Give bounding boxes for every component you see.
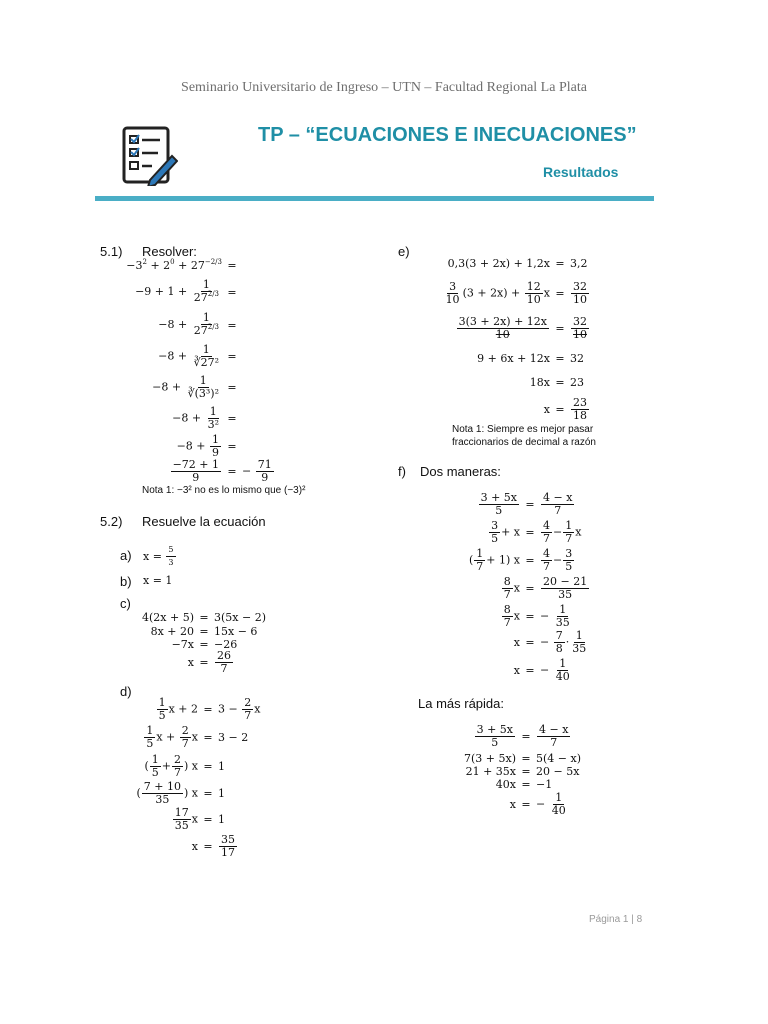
equation-row: −8 + $\frac{1}{\text{∛27²}}$ = <box>158 343 237 369</box>
equation-row: 8x + 20 = 15x − 6 <box>150 625 258 638</box>
checklist-pencil-icon <box>120 124 178 186</box>
equation-row: ( $\frac{1}{7}$ + 1) x = $\frac{4}{7}$ − $\frac{3}{5}$ <box>468 547 573 573</box>
equation-row: −7x = −26 <box>171 638 238 651</box>
equation-row: −8 + $\frac{1}{27^{2/3}}$ = <box>158 311 237 337</box>
header-divider <box>95 196 654 201</box>
answer-b: x = 1 <box>143 574 173 587</box>
equation-row: x = − $\frac{7}{8}$ · $\frac{1}{35}$ <box>513 629 587 655</box>
equation-row: −8 + $\frac{1}{\text{3²}}$ = <box>172 405 237 431</box>
running-header: Seminario Universitario de Ingreso – UTN – Facultad Regional La Plata <box>181 80 587 95</box>
equation-row: $\frac{3 + 5x}{5}$ = $\frac{4 - x}{7}$ <box>476 723 569 749</box>
equation-row: −9 + 1 + $\frac{1}{27^{2/3}}$ = <box>135 278 237 304</box>
equation-row: $\frac{3}{10}$ (3 + 2x) + $\frac{12}{10}$ x = $\frac{32}{10}$ <box>445 280 587 306</box>
equation-row: $\frac{17}{35}$ x = 1 <box>174 806 225 832</box>
note: fraccionarios de decimal a razón <box>452 437 596 448</box>
item-label: a) <box>120 548 132 563</box>
equation-row: 0,3(3 + 2x) + 1,2x = 3,2 <box>447 257 588 270</box>
equation-row: −8 + $\frac{1}{9}$ = <box>176 433 237 459</box>
section-label: 5.2) <box>100 514 123 529</box>
equation-row: x = $\frac{23}{18}$ <box>543 396 587 422</box>
item-label: c) <box>120 596 131 611</box>
equation-row: 21 + 35x = 20 − 5x <box>465 765 580 778</box>
equation-row: 4(2x + 5) = 3(5x − 2) <box>142 611 266 624</box>
answer-a: x = $\frac{5}{3}$ <box>143 545 174 567</box>
equation-row: 7(3 + 5x) = 5(4 − x) <box>464 752 581 765</box>
item-label: b) <box>120 574 132 589</box>
section-heading: Resuelve la ecuación <box>142 514 266 529</box>
equation-row: $-3^2 + 2^0 + 27^{-2/3}$ = <box>126 258 237 272</box>
equation-row: x = − $\frac{1}{40}$ <box>509 791 566 817</box>
equation-row: $\frac{3(3 + 2x) + 12x}{10}$ = $\frac{32}{10}$ <box>458 315 587 341</box>
section-heading: Resolver: <box>142 244 197 259</box>
equation-row: $\frac{1}{5}$ x + 2 = 3 − $\frac{2}{7}$ x <box>158 696 261 722</box>
document-title: TP – “ECUACIONES E INECUACIONES” <box>258 124 637 146</box>
equation-row: 18x = 23 <box>529 376 584 389</box>
item-label: d) <box>120 684 132 699</box>
section-heading: Dos maneras: <box>420 464 501 479</box>
document-subtitle: Resultados <box>543 164 619 180</box>
equation-row: $\frac{-72 + 1}{9}$ = − $\frac{71}{9}$ <box>172 458 272 484</box>
equation-row: 9 + 6x + 12x = 32 <box>477 352 584 365</box>
equation-row: ( $\frac{7 + 10}{35}$ ) x = 1 <box>136 780 225 806</box>
equation-row: $\frac{8}{7}$ x = $\frac{20 - 21}{35}$ <box>503 575 588 601</box>
item-label: e) <box>398 244 410 259</box>
equation-row: x = − $\frac{1}{40}$ <box>513 657 570 683</box>
equation-row: $\frac{3 + 5x}{5}$ = $\frac{4 - x}{7}$ <box>480 491 573 517</box>
item-label: f) <box>398 464 406 479</box>
equation-row: x = $\frac{35}{17}$ <box>191 833 235 859</box>
section-heading: La más rápida: <box>418 696 504 711</box>
equation-row: ( $\frac{1}{5}$ + $\frac{2}{7}$ ) x = 1 <box>144 753 225 779</box>
equation-row: $\frac{8}{7}$ x = − $\frac{1}{35}$ <box>503 603 570 629</box>
equation-row: $\frac{3}{5}$ + x = $\frac{4}{7}$ − $\frac{1}{7}$ x <box>491 519 582 545</box>
note: Nota 1: −3² no es lo mismo que (−3)² <box>142 485 306 496</box>
equation-row: −8 + $\frac{1}{\text{∛(3³)²}}$ = <box>152 374 237 400</box>
equation-row: 40x = −1 <box>495 778 553 791</box>
page-number: Página 1 | 8 <box>589 914 643 925</box>
equation-row: x = $\frac{26}{7}$ <box>187 649 231 675</box>
equation-row: $\frac{1}{5}$ x + $\frac{2}{7}$ x = 3 − 2 <box>146 724 249 750</box>
section-label: 5.1) <box>100 244 123 259</box>
note: Nota 1: Siempre es mejor pasar <box>452 424 594 435</box>
